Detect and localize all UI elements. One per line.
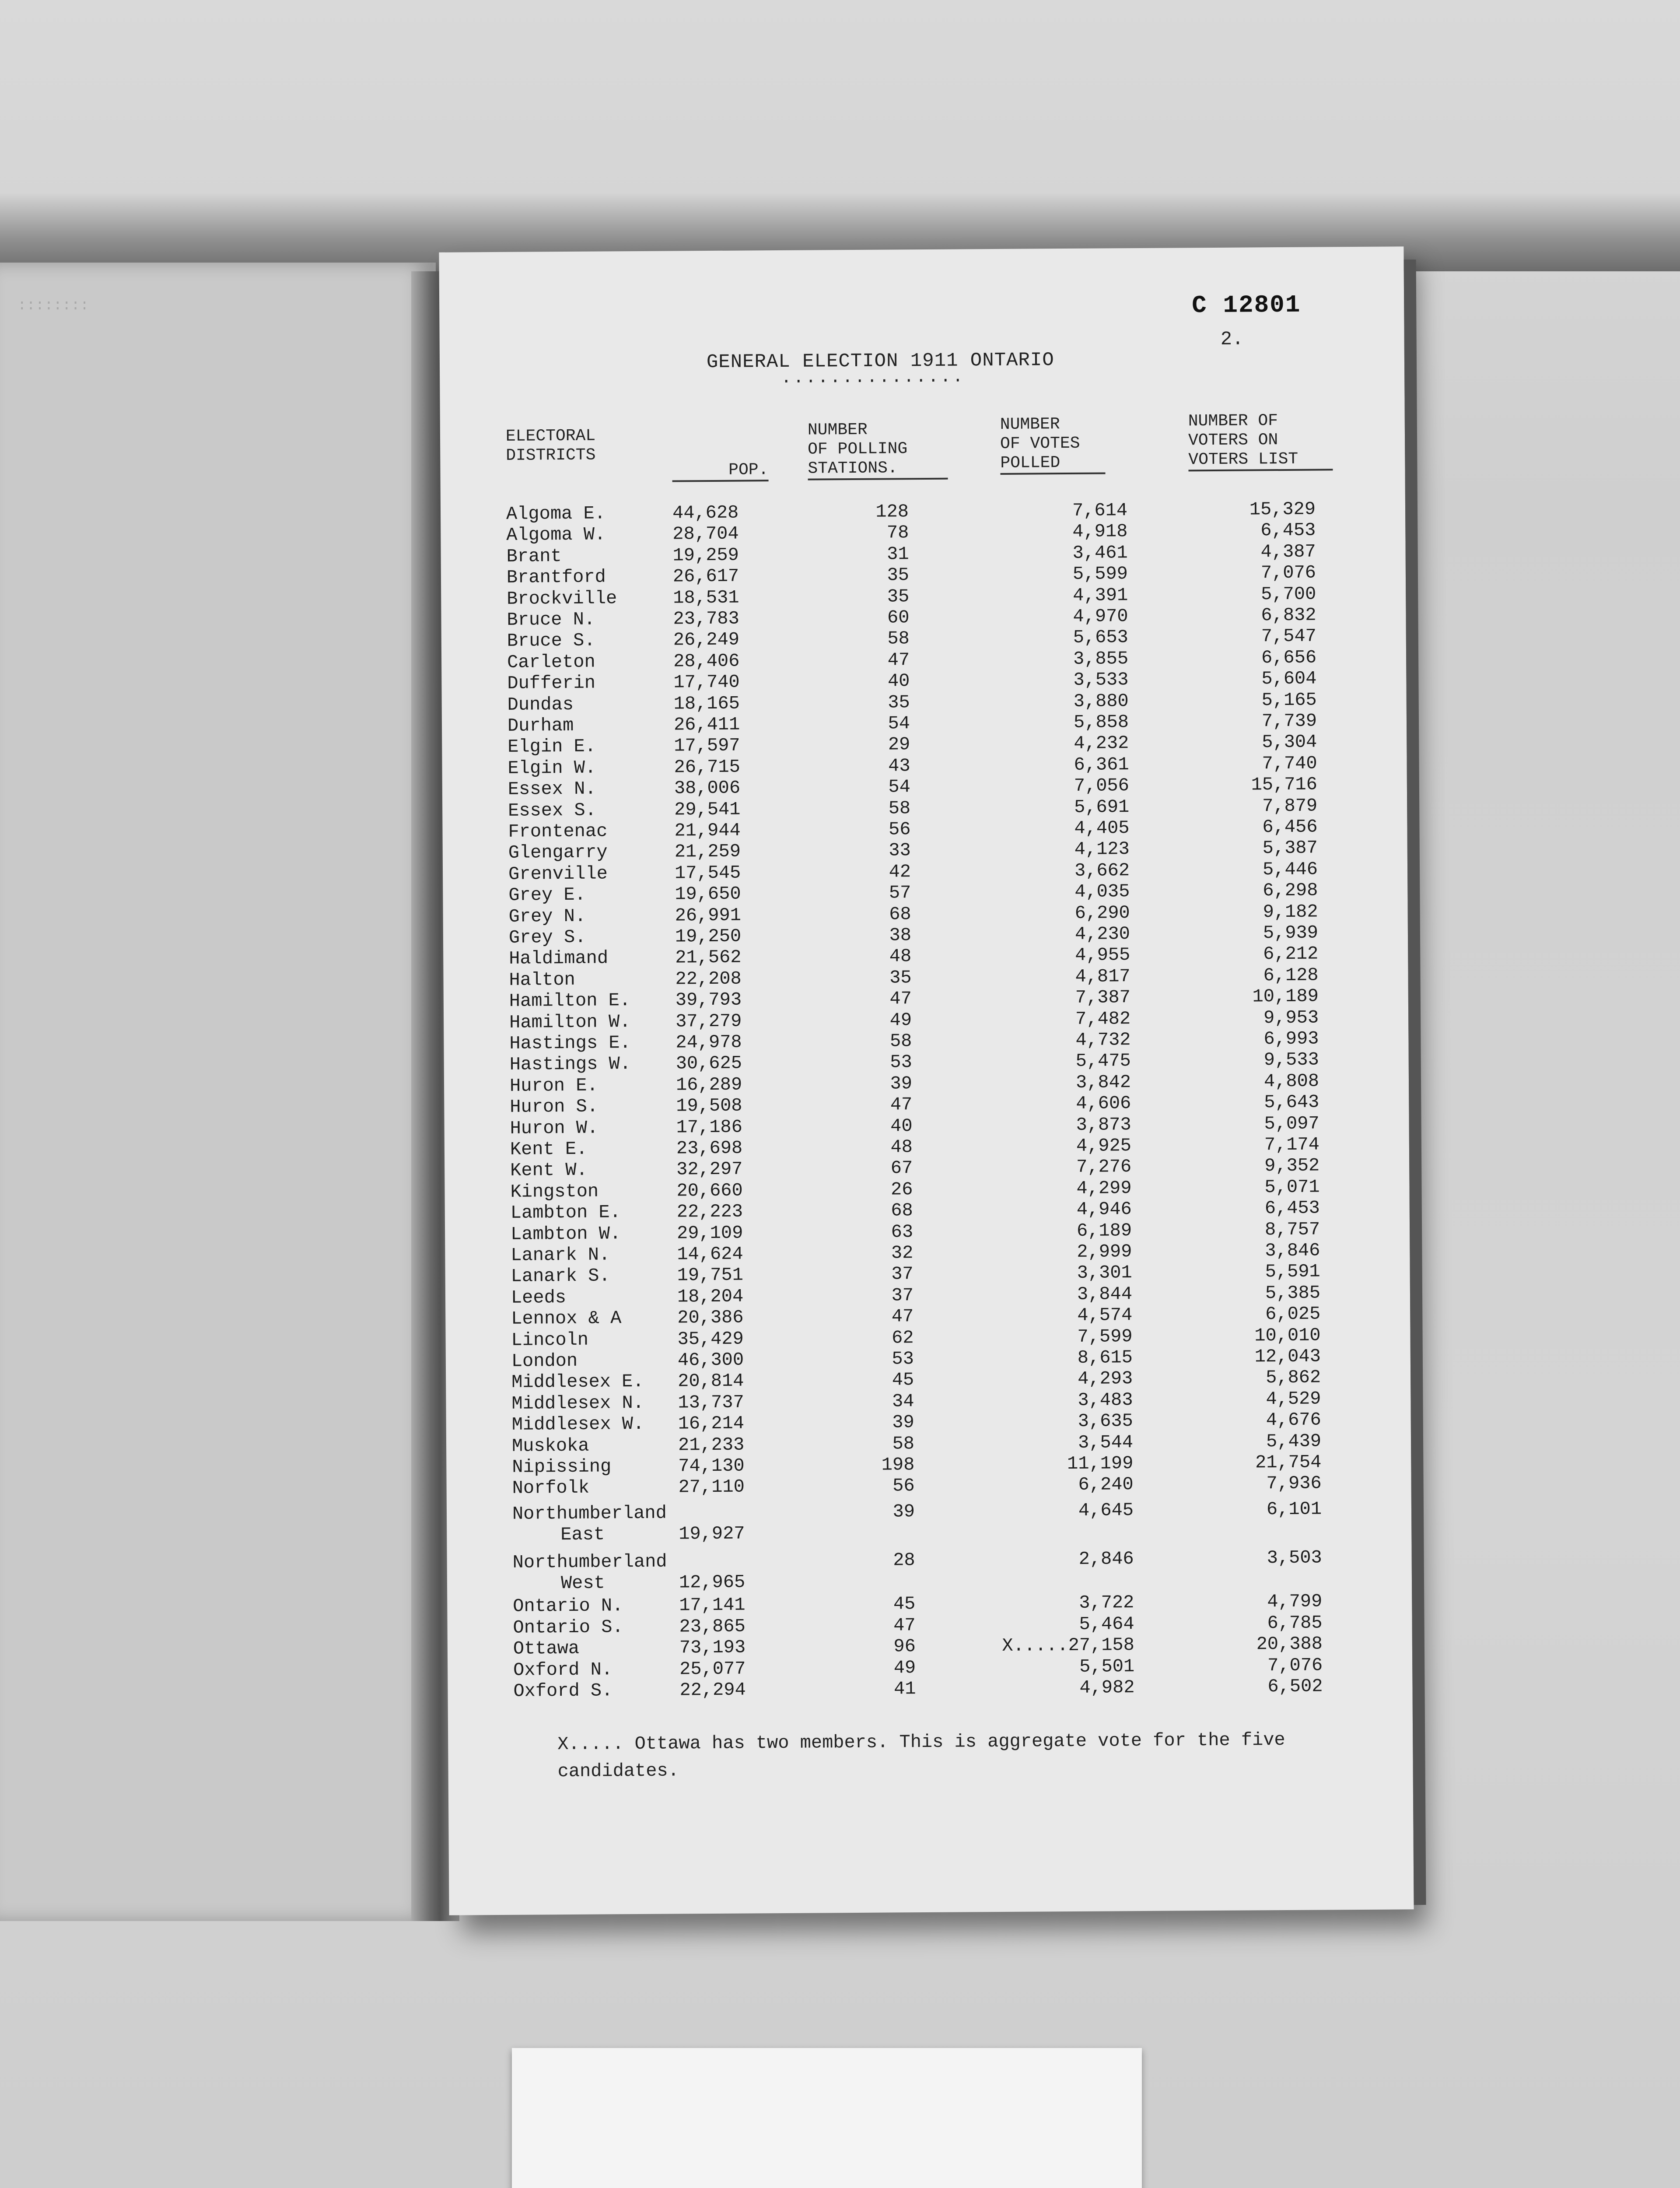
votes-polled-cell: 7,482: [1075, 1008, 1131, 1030]
polling-stations-cell: 37: [891, 1284, 914, 1306]
district-cell: Lincoln: [511, 1329, 589, 1351]
voters-list-cell: 7,174: [1264, 1134, 1320, 1156]
polling-stations-cell: 39: [892, 1412, 914, 1433]
voters-list-cell: 6,298: [1263, 880, 1318, 901]
table-row: [447, 1498, 1365, 1545]
votes-polled-cell: 5,653: [1073, 627, 1128, 649]
district-cell: Dundas: [507, 694, 574, 715]
polling-stations-cell: 68: [891, 1200, 913, 1221]
votes-polled-cell: 6,240: [1078, 1474, 1134, 1496]
district-cell: Ontario N.: [513, 1595, 623, 1617]
district-cell: Dufferin: [507, 672, 596, 694]
page-number: 2.: [1220, 328, 1244, 351]
polling-stations-cell: 62: [892, 1327, 914, 1349]
district-suffix-cell: West: [560, 1572, 605, 1594]
district-cell: Middlesex N.: [511, 1392, 644, 1414]
votes-polled-cell: 3,544: [1078, 1431, 1134, 1453]
votes-polled-cell: 4,645: [1078, 1499, 1134, 1521]
votes-polled-cell: 4,982: [1079, 1677, 1135, 1698]
district-cell: Durham: [507, 715, 574, 736]
polling-stations-cell: 68: [889, 903, 911, 925]
polling-stations-cell: 58: [889, 1031, 912, 1052]
voters-list-cell: 5,165: [1261, 689, 1317, 711]
district-cell: Grenville: [508, 863, 608, 885]
population-cell: 14,624: [677, 1243, 743, 1265]
voters-list-cell: 5,385: [1265, 1282, 1321, 1304]
population-cell: 20,660: [676, 1180, 743, 1202]
population-cell: 28,406: [673, 650, 740, 672]
votes-polled-cell: 4,817: [1075, 965, 1130, 987]
votes-polled-cell: 5,599: [1072, 563, 1128, 585]
votes-polled-cell: 7,599: [1077, 1325, 1133, 1347]
polling-stations-cell: 40: [887, 670, 910, 692]
population-cell: 32,297: [676, 1158, 743, 1180]
polling-stations-cell: 41: [893, 1678, 916, 1700]
district-cell: Kent W.: [510, 1160, 588, 1182]
polling-stations-cell: 56: [892, 1475, 915, 1497]
voters-list-cell: 15,716: [1251, 774, 1318, 796]
polling-stations-cell: 32: [891, 1242, 914, 1264]
voters-list-cell: 6,656: [1261, 647, 1317, 669]
voters-list-cell: 9,182: [1263, 901, 1318, 922]
voters-list-cell: 4,676: [1266, 1409, 1321, 1431]
population-cell: 37,279: [676, 1010, 742, 1032]
votes-polled-cell: 4,925: [1076, 1135, 1132, 1157]
district-cell: Northumberland: [512, 1551, 667, 1573]
district-cell: Frontenac: [508, 820, 608, 842]
voters-list-cell: 20,388: [1256, 1633, 1323, 1655]
population-cell: 24,978: [676, 1031, 742, 1053]
voters-list-cell: 5,643: [1264, 1091, 1320, 1113]
population-cell: 46,300: [677, 1349, 744, 1371]
voters-list-cell: 10,189: [1252, 985, 1319, 1007]
votes-polled-cell: 4,299: [1076, 1177, 1132, 1199]
population-cell: 29,109: [676, 1222, 743, 1244]
voters-list-cell: 5,939: [1263, 922, 1319, 944]
district-cell: Brockville: [507, 587, 617, 610]
caption-card: [512, 2048, 1142, 2188]
votes-polled-cell: 3,483: [1078, 1389, 1133, 1411]
polling-stations-cell: 39: [892, 1501, 915, 1522]
polling-stations-cell: 37: [891, 1263, 914, 1285]
votes-polled-cell: 4,293: [1077, 1368, 1133, 1390]
voters-list-cell: 7,879: [1262, 795, 1318, 817]
population-cell: 27,110: [678, 1476, 745, 1498]
population-cell: 23,698: [676, 1137, 743, 1159]
polling-stations-cell: 47: [887, 649, 910, 671]
polling-stations-cell: 47: [891, 1306, 914, 1327]
header-polled: NUMBER OF VOTES POLLED: [1000, 414, 1106, 474]
votes-polled-cell: 4,918: [1072, 521, 1128, 543]
polling-stations-cell: 58: [888, 797, 911, 819]
votes-polled-cell: 3,662: [1074, 859, 1130, 881]
voters-list-cell: 9,352: [1264, 1155, 1320, 1177]
votes-polled-cell: 3,842: [1075, 1071, 1131, 1093]
population-cell: 19,250: [675, 926, 742, 947]
polling-stations-cell: 54: [888, 776, 911, 798]
voters-list-cell: 7,547: [1261, 625, 1316, 647]
document-page: [439, 246, 1414, 1915]
population-cell: 19,508: [676, 1095, 742, 1117]
district-cell: Lambton E.: [510, 1202, 621, 1224]
population-cell: 22,223: [676, 1201, 743, 1223]
votes-polled-cell: 6,189: [1076, 1220, 1132, 1241]
population-cell: 22,208: [675, 968, 742, 990]
polling-stations-cell: 43: [888, 755, 910, 777]
polling-stations-cell: 35: [889, 967, 912, 989]
polling-stations-cell: 53: [892, 1348, 914, 1370]
header-stations: NUMBER OF POLLING STATIONS.: [808, 420, 948, 480]
votes-polled-cell: 6,361: [1074, 754, 1129, 775]
voters-list-cell: 5,304: [1262, 731, 1317, 753]
district-cell: Norfolk: [512, 1477, 590, 1499]
polling-stations-cell: 63: [891, 1221, 914, 1243]
votes-polled-cell: 4,732: [1075, 1029, 1131, 1051]
population-cell: 20,386: [677, 1307, 744, 1329]
voters-list-cell: 9,953: [1263, 1007, 1319, 1028]
district-cell: Muskoka: [511, 1435, 589, 1457]
voters-list-cell: 4,529: [1266, 1388, 1321, 1410]
polling-stations-cell: 31: [887, 543, 909, 565]
district-cell: Leeds: [511, 1287, 567, 1308]
polling-stations-cell: 39: [890, 1073, 913, 1094]
population-cell: 17,597: [674, 735, 740, 757]
votes-polled-cell: 4,946: [1076, 1199, 1132, 1220]
document-title: GENERAL ELECTION 1911 ONTARIO: [706, 349, 1054, 374]
voters-list-cell: 7,740: [1262, 753, 1317, 775]
polling-stations-cell: 49: [893, 1657, 916, 1679]
polling-stations-cell: 128: [875, 501, 909, 522]
polling-stations-cell: 38: [889, 925, 912, 946]
voters-list-cell: 5,071: [1264, 1176, 1320, 1198]
votes-polled-cell: 4,232: [1074, 733, 1129, 754]
votes-polled-cell: 3,880: [1073, 690, 1129, 712]
votes-polled-cell: 3,873: [1076, 1114, 1131, 1136]
district-cell: Northumberland: [512, 1502, 667, 1525]
district-cell: Middlesex W.: [511, 1413, 644, 1435]
voters-list-cell: 4,799: [1267, 1591, 1323, 1613]
polling-stations-cell: 29: [888, 734, 910, 755]
voters-list-cell: 10,010: [1254, 1325, 1321, 1346]
population-cell: 19,650: [675, 883, 741, 905]
votes-polled-cell: 7,056: [1074, 775, 1130, 797]
voters-list-cell: 3,846: [1265, 1240, 1320, 1262]
district-cell: Lanark N.: [511, 1244, 610, 1266]
votes-polled-cell: 3,722: [1079, 1592, 1134, 1614]
population-cell: 26,617: [672, 565, 739, 587]
votes-polled-cell: 5,858: [1073, 712, 1129, 733]
population-cell: 16,214: [678, 1413, 745, 1434]
population-cell: 26,249: [673, 629, 740, 651]
voters-list-cell: 6,101: [1266, 1498, 1322, 1520]
district-cell: Lambton W.: [510, 1223, 621, 1245]
district-cell: Carleton: [507, 651, 595, 673]
district-suffix-cell: East: [560, 1524, 605, 1545]
population-cell: 21,233: [678, 1434, 745, 1456]
polling-stations-cell: 48: [890, 1136, 913, 1158]
district-cell: Essex S.: [508, 799, 596, 821]
title-underline: ...............: [781, 367, 965, 388]
district-cell: Glengarry: [508, 842, 608, 864]
polling-stations-cell: 67: [890, 1157, 913, 1179]
polling-stations-cell: 35: [888, 691, 910, 713]
votes-polled-cell: 2,846: [1078, 1548, 1134, 1570]
header-voters-list: NUMBER OF VOTERS ON VOTERS LIST: [1188, 411, 1333, 471]
population-cell: 12,965: [679, 1571, 746, 1593]
population-cell: 18,531: [673, 587, 739, 609]
votes-polled-cell: 3,635: [1078, 1410, 1133, 1432]
votes-polled-cell: 4,230: [1074, 923, 1130, 945]
district-cell: Essex N.: [508, 778, 596, 800]
votes-polled-cell: 6,290: [1074, 902, 1130, 924]
votes-polled-cell: 4,606: [1076, 1093, 1131, 1115]
votes-polled-cell: 7,387: [1075, 987, 1130, 1009]
polling-stations-cell: 34: [892, 1390, 914, 1412]
polling-stations-cell: 35: [887, 586, 910, 607]
population-cell: 25,077: [679, 1658, 746, 1680]
voters-list-cell: 12,043: [1254, 1346, 1321, 1368]
district-cell: Oxford N.: [513, 1659, 613, 1681]
population-cell: 38,006: [674, 777, 741, 799]
voters-list-cell: 6,128: [1263, 964, 1319, 986]
votes-polled-cell: 4,123: [1074, 838, 1130, 860]
votes-polled-cell: 5,464: [1079, 1613, 1134, 1635]
votes-polled-cell: 5,501: [1079, 1655, 1135, 1677]
district-cell: Kent E.: [510, 1138, 588, 1160]
population-cell: 26,991: [675, 905, 742, 926]
voters-list-cell: 6,785: [1267, 1612, 1323, 1634]
voters-list-cell: 5,862: [1265, 1367, 1321, 1389]
population-cell: 22,294: [679, 1679, 746, 1701]
population-cell: 17,740: [673, 671, 740, 693]
population-cell: 35,429: [677, 1328, 744, 1350]
population-cell: 18,204: [677, 1286, 744, 1308]
polling-stations-cell: 47: [893, 1614, 916, 1636]
voters-list-cell: 6,993: [1264, 1028, 1319, 1050]
district-cell: Huron W.: [510, 1117, 598, 1139]
polling-stations-cell: 198: [881, 1454, 915, 1476]
polling-stations-cell: 49: [889, 1009, 912, 1031]
voters-list-cell: 15,329: [1249, 498, 1316, 520]
voters-list-cell: 6,502: [1267, 1676, 1323, 1697]
population-cell: 21,562: [675, 947, 742, 968]
votes-polled-cell: 4,574: [1077, 1304, 1133, 1326]
district-cell: Brantford: [506, 566, 606, 589]
population-cell: 19,927: [679, 1523, 745, 1545]
population-cell: 74,130: [678, 1455, 745, 1477]
population-cell: 28,704: [672, 523, 739, 545]
population-cell: 21,259: [674, 841, 741, 863]
voters-list-cell: 5,700: [1261, 583, 1316, 605]
header-pop: POP.: [672, 460, 768, 482]
voters-list-cell: 7,076: [1260, 562, 1316, 584]
district-cell: Hamilton E.: [509, 990, 631, 1012]
voters-list-cell: 6,832: [1261, 604, 1316, 626]
votes-polled-cell: 3,461: [1072, 542, 1128, 564]
election-table: [439, 246, 1414, 1915]
polling-stations-cell: 48: [889, 946, 912, 967]
population-cell: 73,193: [679, 1637, 746, 1659]
district-cell: Lanark S.: [511, 1265, 610, 1287]
votes-polled-cell: 4,391: [1073, 584, 1128, 606]
district-cell: Ontario S.: [513, 1616, 623, 1638]
population-cell: 19,259: [672, 544, 739, 566]
archive-stamp: C 12801: [1191, 291, 1301, 320]
district-cell: Grey S.: [508, 926, 586, 948]
votes-polled-cell: 4,970: [1073, 606, 1128, 627]
footnote: X..... Ottawa has two members. This is aggregate vote for the five candidates.: [557, 1729, 1285, 1782]
polling-stations-cell: 53: [890, 1052, 912, 1073]
votes-polled-cell: 2,999: [1077, 1241, 1132, 1262]
voters-list-cell: 21,754: [1255, 1452, 1322, 1473]
polling-stations-cell: 35: [887, 565, 910, 586]
polling-stations-cell: 28: [893, 1549, 915, 1571]
polling-stations-cell: 96: [893, 1636, 916, 1657]
population-cell: 20,814: [678, 1370, 744, 1392]
district-cell: Lennox & A: [511, 1308, 622, 1329]
votes-polled-cell: 11,199: [1067, 1453, 1134, 1475]
header-districts: ELECTORAL DISTRICTS: [505, 426, 596, 465]
population-cell: 17,141: [679, 1594, 746, 1616]
polling-stations-cell: 45: [893, 1593, 916, 1615]
voters-list-cell: 7,076: [1267, 1655, 1323, 1676]
district-cell: Algoma W.: [506, 524, 606, 546]
district-cell: Hastings W.: [509, 1053, 631, 1076]
polling-stations-cell: 47: [889, 988, 912, 1010]
district-cell: Haldimand: [509, 947, 609, 970]
population-cell: 17,545: [674, 862, 741, 884]
population-cell: 17,186: [676, 1116, 743, 1138]
voters-list-cell: 5,591: [1265, 1261, 1320, 1283]
votes-polled-cell: 3,533: [1073, 669, 1129, 691]
population-cell: 44,628: [672, 502, 739, 524]
population-cell: 30,625: [676, 1052, 742, 1074]
polling-stations-cell: 26: [890, 1178, 913, 1200]
district-cell: Middlesex E.: [511, 1371, 644, 1393]
polling-stations-cell: 33: [889, 840, 911, 861]
voters-list-cell: 5,604: [1261, 668, 1317, 690]
population-cell: 29,541: [674, 799, 741, 820]
polling-stations-cell: 42: [889, 861, 911, 883]
voters-list-cell: 4,808: [1264, 1070, 1320, 1092]
district-cell: Huron E.: [509, 1075, 598, 1097]
population-cell: 13,737: [678, 1392, 744, 1413]
voters-list-cell: 6,456: [1262, 816, 1318, 838]
votes-polled-cell: 4,955: [1075, 944, 1130, 966]
district-cell: Brant: [506, 545, 562, 567]
district-cell: Oxford S.: [513, 1680, 613, 1702]
votes-polled-cell: 3,844: [1077, 1283, 1133, 1305]
population-cell: 18,165: [673, 693, 740, 715]
population-cell: 21,944: [674, 820, 741, 842]
left-page-faint-text: ::::::::: [18, 298, 89, 314]
votes-polled-cell: 4,405: [1074, 817, 1130, 839]
district-cell: Grey E.: [508, 884, 586, 906]
voters-list-cell: 6,453: [1260, 519, 1316, 541]
district-cell: Hastings E.: [509, 1032, 631, 1054]
district-cell: Ottawa: [513, 1638, 580, 1659]
voters-list-cell: 6,212: [1263, 943, 1319, 965]
votes-polled-cell: 4,035: [1074, 881, 1130, 903]
polling-stations-cell: 78: [886, 522, 909, 543]
votes-polled-cell: 3,855: [1073, 648, 1129, 670]
district-cell: Halton: [509, 969, 575, 991]
voters-list-cell: 5,097: [1264, 1113, 1320, 1134]
left-page: [0, 263, 436, 1921]
votes-polled-cell: X.....27,158: [1002, 1634, 1135, 1657]
population-cell: 23,783: [673, 608, 739, 630]
voters-list-cell: 7,739: [1261, 710, 1317, 732]
voters-list-cell: 5,446: [1262, 859, 1318, 880]
district-cell: Bruce S.: [507, 630, 595, 652]
district-cell: Nipissing: [512, 1456, 612, 1478]
population-cell: 26,715: [674, 756, 740, 778]
population-cell: 39,793: [675, 989, 742, 1011]
voters-list-cell: 9,533: [1264, 1049, 1319, 1071]
voters-list-cell: 7,936: [1266, 1473, 1322, 1494]
district-cell: Bruce N.: [507, 609, 595, 631]
polling-stations-cell: 58: [887, 628, 910, 649]
population-cell: 26,411: [673, 714, 740, 736]
district-cell: Algoma E.: [506, 503, 606, 525]
voters-list-cell: 8,757: [1264, 1219, 1320, 1240]
voters-list-cell: 6,453: [1264, 1197, 1320, 1219]
district-cell: Grey N.: [508, 905, 586, 927]
polling-stations-cell: 47: [890, 1094, 913, 1115]
votes-polled-cell: 7,276: [1076, 1156, 1132, 1178]
voters-list-cell: 4,387: [1260, 541, 1316, 563]
votes-polled-cell: 8,615: [1077, 1347, 1133, 1368]
votes-polled-cell: 7,614: [1072, 500, 1128, 521]
population-cell: 19,751: [677, 1264, 744, 1286]
votes-polled-cell: 5,691: [1074, 796, 1130, 818]
population-cell: 23,865: [679, 1616, 746, 1637]
voters-list-cell: 5,387: [1262, 837, 1318, 859]
district-cell: Elgin E.: [508, 736, 596, 758]
table-row: [447, 1546, 1366, 1594]
district-cell: Elgin W.: [508, 757, 596, 779]
district-cell: Kingston: [510, 1181, 599, 1203]
polling-stations-cell: 60: [887, 607, 910, 628]
votes-polled-cell: 5,475: [1075, 1050, 1131, 1072]
votes-polled-cell: 3,301: [1077, 1262, 1132, 1284]
polling-stations-cell: 54: [888, 713, 910, 734]
voters-list-cell: 3,503: [1267, 1547, 1322, 1568]
district-cell: Hamilton W.: [509, 1011, 631, 1033]
polling-stations-cell: 58: [892, 1433, 915, 1455]
polling-stations-cell: 57: [889, 882, 911, 904]
voters-list-cell: 5,439: [1266, 1431, 1322, 1452]
voters-list-cell: 6,025: [1265, 1303, 1321, 1325]
population-cell: 16,289: [676, 1074, 742, 1096]
polling-stations-cell: 45: [892, 1369, 914, 1391]
district-cell: London: [511, 1350, 578, 1372]
polling-stations-cell: 40: [890, 1115, 913, 1137]
polling-stations-cell: 56: [888, 819, 911, 840]
district-cell: Huron S.: [510, 1096, 598, 1118]
